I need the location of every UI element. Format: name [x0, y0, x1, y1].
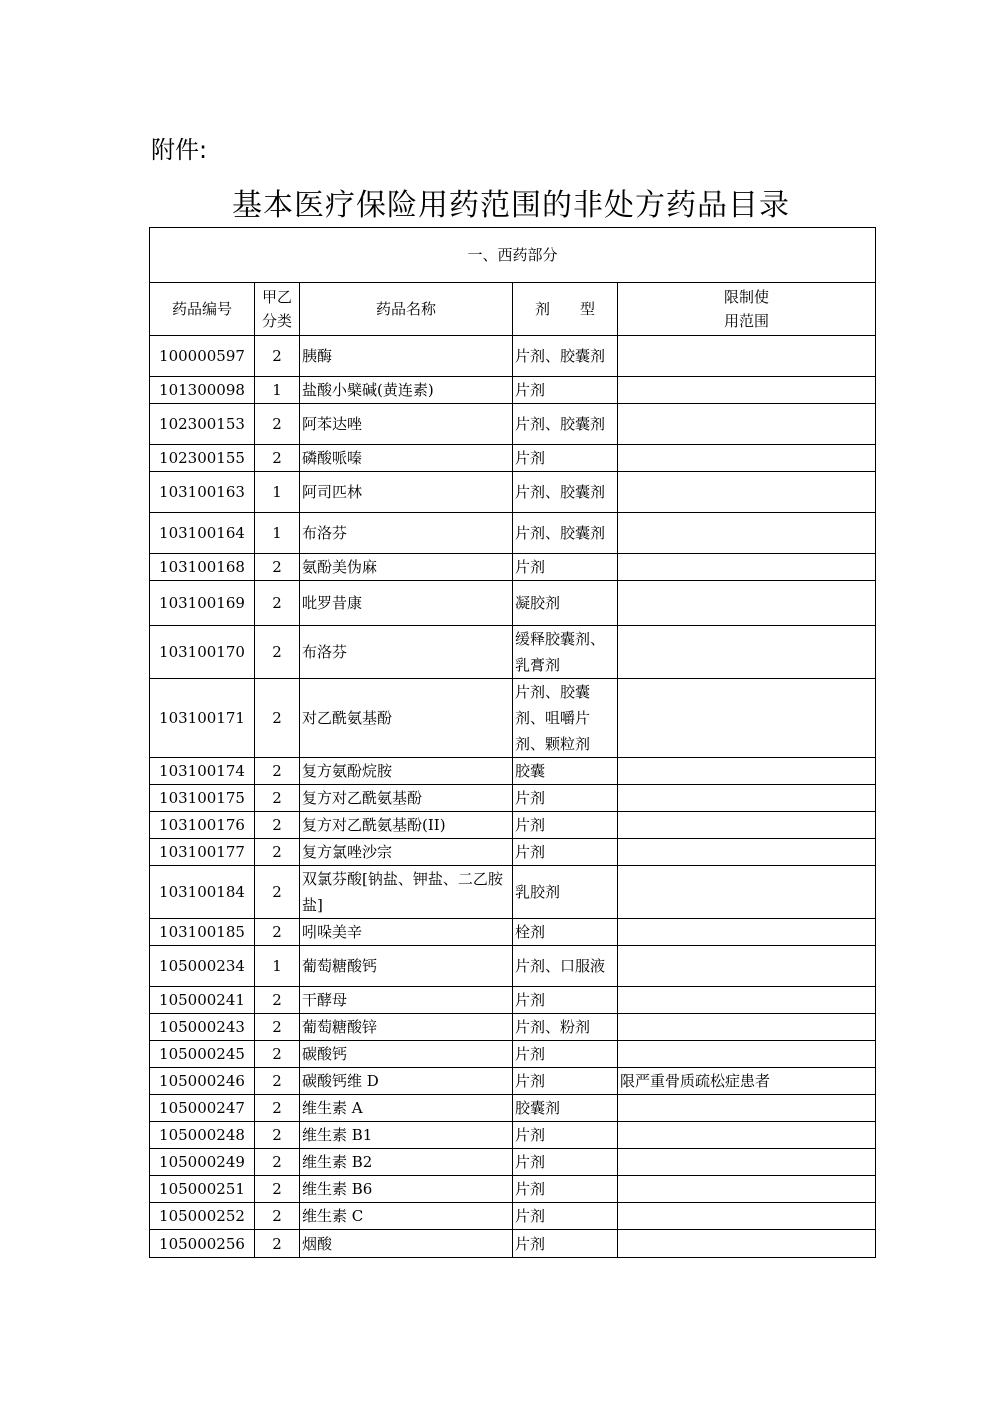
header-limit-line1: 限制使 [724, 288, 770, 306]
table-row [150, 1014, 876, 1041]
cell-name: 烟酸 [300, 1230, 513, 1258]
cell-limit [618, 679, 876, 758]
cell-limit [618, 1014, 876, 1041]
cell-cls: 2 [255, 987, 300, 1014]
table-body [150, 336, 876, 1258]
cell-form: 凝胶剂 [513, 581, 618, 626]
cell-form: 片剂 [513, 1230, 618, 1258]
table-row [150, 554, 876, 581]
cell-cls: 2 [255, 404, 300, 445]
cell-form: 胶囊 [513, 758, 618, 785]
cell-code: 101300098 [150, 377, 255, 404]
table-row [150, 866, 876, 919]
cell-name: 吡罗昔康 [300, 581, 513, 626]
table-row [150, 812, 876, 839]
cell-name: 复方对乙酰氨基酚 [300, 785, 513, 812]
cell-code: 103100169 [150, 581, 255, 626]
cell-limit [618, 404, 876, 445]
cell-code: 105000248 [150, 1122, 255, 1149]
cell-cls: 2 [255, 1149, 300, 1176]
cell-form: 片剂 [513, 377, 618, 404]
cell-code: 103100164 [150, 513, 255, 554]
cell-limit [618, 946, 876, 987]
cell-code: 103100174 [150, 758, 255, 785]
cell-cls: 1 [255, 946, 300, 987]
header-class-line2: 分类 [261, 312, 292, 330]
table-row [150, 1095, 876, 1122]
cell-cls: 1 [255, 513, 300, 554]
cell-cls: 2 [255, 785, 300, 812]
cell-code: 103100170 [150, 626, 255, 679]
cell-limit [618, 445, 876, 472]
cell-code: 105000243 [150, 1014, 255, 1041]
cell-limit [618, 839, 876, 866]
attachment-label: 附件: [151, 136, 208, 164]
header-name: 药品名称 [300, 283, 513, 336]
cell-cls: 2 [255, 812, 300, 839]
header-limit [618, 283, 876, 336]
cell-code: 105000256 [150, 1230, 255, 1258]
header-class [255, 283, 300, 336]
cell-name: 维生素 C [300, 1203, 513, 1230]
table-row [150, 581, 876, 626]
table-row [150, 1068, 876, 1095]
cell-cls: 2 [255, 445, 300, 472]
cell-name: 维生素 B2 [300, 1149, 513, 1176]
cell-form: 片剂、胶囊剂 [513, 404, 618, 445]
table-row [150, 472, 876, 513]
table-row [150, 946, 876, 987]
cell-form: 片剂 [513, 1203, 618, 1230]
cell-limit [618, 1176, 876, 1203]
cell-cls: 2 [255, 1041, 300, 1068]
cell-name: 干酵母 [300, 987, 513, 1014]
cell-form: 缓释胶囊剂、乳膏剂 [513, 626, 618, 679]
cell-limit [618, 581, 876, 626]
table-row [150, 377, 876, 404]
cell-name: 吲哚美辛 [300, 919, 513, 946]
cell-name: 复方对乙酰氨基酚(II) [300, 812, 513, 839]
cell-cls: 1 [255, 377, 300, 404]
cell-form: 栓剂 [513, 919, 618, 946]
cell-limit [618, 919, 876, 946]
cell-form: 片剂 [513, 839, 618, 866]
cell-cls: 2 [255, 626, 300, 679]
cell-limit [618, 554, 876, 581]
cell-cls: 2 [255, 679, 300, 758]
table-row [150, 1176, 876, 1203]
table-row [150, 513, 876, 554]
section-title: 一、西药部分 [150, 228, 876, 283]
header-class-line1: 甲乙 [261, 288, 292, 306]
cell-form: 片剂 [513, 1176, 618, 1203]
cell-form: 片剂 [513, 1122, 618, 1149]
cell-limit [618, 1041, 876, 1068]
document-title: 基本医疗保险用药范围的非处方药品目录 [232, 188, 790, 223]
cell-limit [618, 377, 876, 404]
header-code: 药品编号 [150, 283, 255, 336]
table-header-row [150, 283, 876, 336]
table-row [150, 679, 876, 758]
cell-limit [618, 336, 876, 377]
table-row [150, 987, 876, 1014]
cell-code: 103100168 [150, 554, 255, 581]
table-row [150, 1230, 876, 1258]
table-row [150, 758, 876, 785]
cell-name: 阿司匹林 [300, 472, 513, 513]
cell-cls: 1 [255, 472, 300, 513]
table-row [150, 404, 876, 445]
cell-cls: 2 [255, 1176, 300, 1203]
table-row [150, 1149, 876, 1176]
cell-form: 乳胶剂 [513, 866, 618, 919]
cell-name: 碳酸钙 [300, 1041, 513, 1068]
cell-limit [618, 1203, 876, 1230]
cell-limit [618, 1149, 876, 1176]
cell-code: 105000249 [150, 1149, 255, 1176]
cell-form: 片剂、胶囊剂 [513, 336, 618, 377]
cell-cls: 2 [255, 336, 300, 377]
cell-code: 103100171 [150, 679, 255, 758]
cell-name: 对乙酰氨基酚 [300, 679, 513, 758]
cell-code: 103100175 [150, 785, 255, 812]
cell-code: 100000597 [150, 336, 255, 377]
cell-limit [618, 472, 876, 513]
cell-name: 磷酸哌嗪 [300, 445, 513, 472]
cell-code: 103100185 [150, 919, 255, 946]
cell-cls: 2 [255, 1230, 300, 1258]
cell-limit [618, 758, 876, 785]
cell-cls: 2 [255, 839, 300, 866]
cell-code: 105000246 [150, 1068, 255, 1095]
cell-name: 葡萄糖酸钙 [300, 946, 513, 987]
cell-name: 葡萄糖酸锌 [300, 1014, 513, 1041]
cell-form: 胶囊剂 [513, 1095, 618, 1122]
cell-cls: 2 [255, 1014, 300, 1041]
cell-form: 片剂、胶囊剂 [513, 513, 618, 554]
cell-name: 双氯芬酸[钠盐、钾盐、二乙胺盐] [300, 866, 513, 919]
cell-limit [618, 626, 876, 679]
cell-limit [618, 1230, 876, 1258]
cell-cls: 2 [255, 1203, 300, 1230]
cell-form: 片剂、胶囊剂、咀嚼片剂、颗粒剂 [513, 679, 618, 758]
cell-name: 布洛芬 [300, 626, 513, 679]
cell-form: 片剂、口服液 [513, 946, 618, 987]
table-row [150, 785, 876, 812]
cell-name: 阿苯达唑 [300, 404, 513, 445]
cell-form: 片剂 [513, 1068, 618, 1095]
header-limit-line2: 用范围 [724, 312, 770, 330]
cell-name: 复方氨酚烷胺 [300, 758, 513, 785]
cell-form: 片剂 [513, 445, 618, 472]
cell-form: 片剂、胶囊剂 [513, 472, 618, 513]
cell-limit [618, 987, 876, 1014]
table-row [150, 1122, 876, 1149]
drug-table [149, 227, 876, 1258]
cell-code: 105000247 [150, 1095, 255, 1122]
cell-limit [618, 812, 876, 839]
table-row [150, 839, 876, 866]
table-row [150, 336, 876, 377]
cell-name: 氨酚美伪麻 [300, 554, 513, 581]
cell-name: 维生素 B1 [300, 1122, 513, 1149]
cell-name: 盐酸小檗碱(黄连素) [300, 377, 513, 404]
cell-limit [618, 785, 876, 812]
cell-cls: 2 [255, 554, 300, 581]
cell-name: 碳酸钙维 D [300, 1068, 513, 1095]
cell-cls: 2 [255, 1122, 300, 1149]
cell-cls: 2 [255, 1068, 300, 1095]
table-row [150, 626, 876, 679]
cell-code: 103100177 [150, 839, 255, 866]
cell-cls: 2 [255, 1095, 300, 1122]
cell-limit [618, 866, 876, 919]
cell-name: 维生素 A [300, 1095, 513, 1122]
cell-form: 片剂 [513, 987, 618, 1014]
cell-form: 片剂 [513, 812, 618, 839]
cell-code: 105000245 [150, 1041, 255, 1068]
header-form: 剂 型 [513, 283, 618, 336]
cell-cls: 2 [255, 581, 300, 626]
cell-limit [618, 513, 876, 554]
cell-code: 103100176 [150, 812, 255, 839]
cell-code: 105000251 [150, 1176, 255, 1203]
table-row [150, 1203, 876, 1230]
cell-code: 105000241 [150, 987, 255, 1014]
cell-form: 片剂 [513, 1041, 618, 1068]
cell-code: 105000234 [150, 946, 255, 987]
cell-name: 复方氯唑沙宗 [300, 839, 513, 866]
table-row [150, 445, 876, 472]
cell-code: 105000252 [150, 1203, 255, 1230]
cell-form: 片剂 [513, 1149, 618, 1176]
cell-form: 片剂 [513, 554, 618, 581]
table-row [150, 1041, 876, 1068]
cell-limit [618, 1095, 876, 1122]
cell-cls: 2 [255, 919, 300, 946]
cell-name: 胰酶 [300, 336, 513, 377]
cell-name: 布洛芬 [300, 513, 513, 554]
cell-code: 103100184 [150, 866, 255, 919]
cell-code: 103100163 [150, 472, 255, 513]
cell-code: 102300153 [150, 404, 255, 445]
table-row [150, 919, 876, 946]
cell-limit [618, 1122, 876, 1149]
cell-form: 片剂 [513, 785, 618, 812]
cell-limit: 限严重骨质疏松症患者 [618, 1068, 876, 1095]
cell-name: 维生素 B6 [300, 1176, 513, 1203]
cell-cls: 2 [255, 866, 300, 919]
cell-code: 102300155 [150, 445, 255, 472]
cell-cls: 2 [255, 758, 300, 785]
cell-form: 片剂、粉剂 [513, 1014, 618, 1041]
